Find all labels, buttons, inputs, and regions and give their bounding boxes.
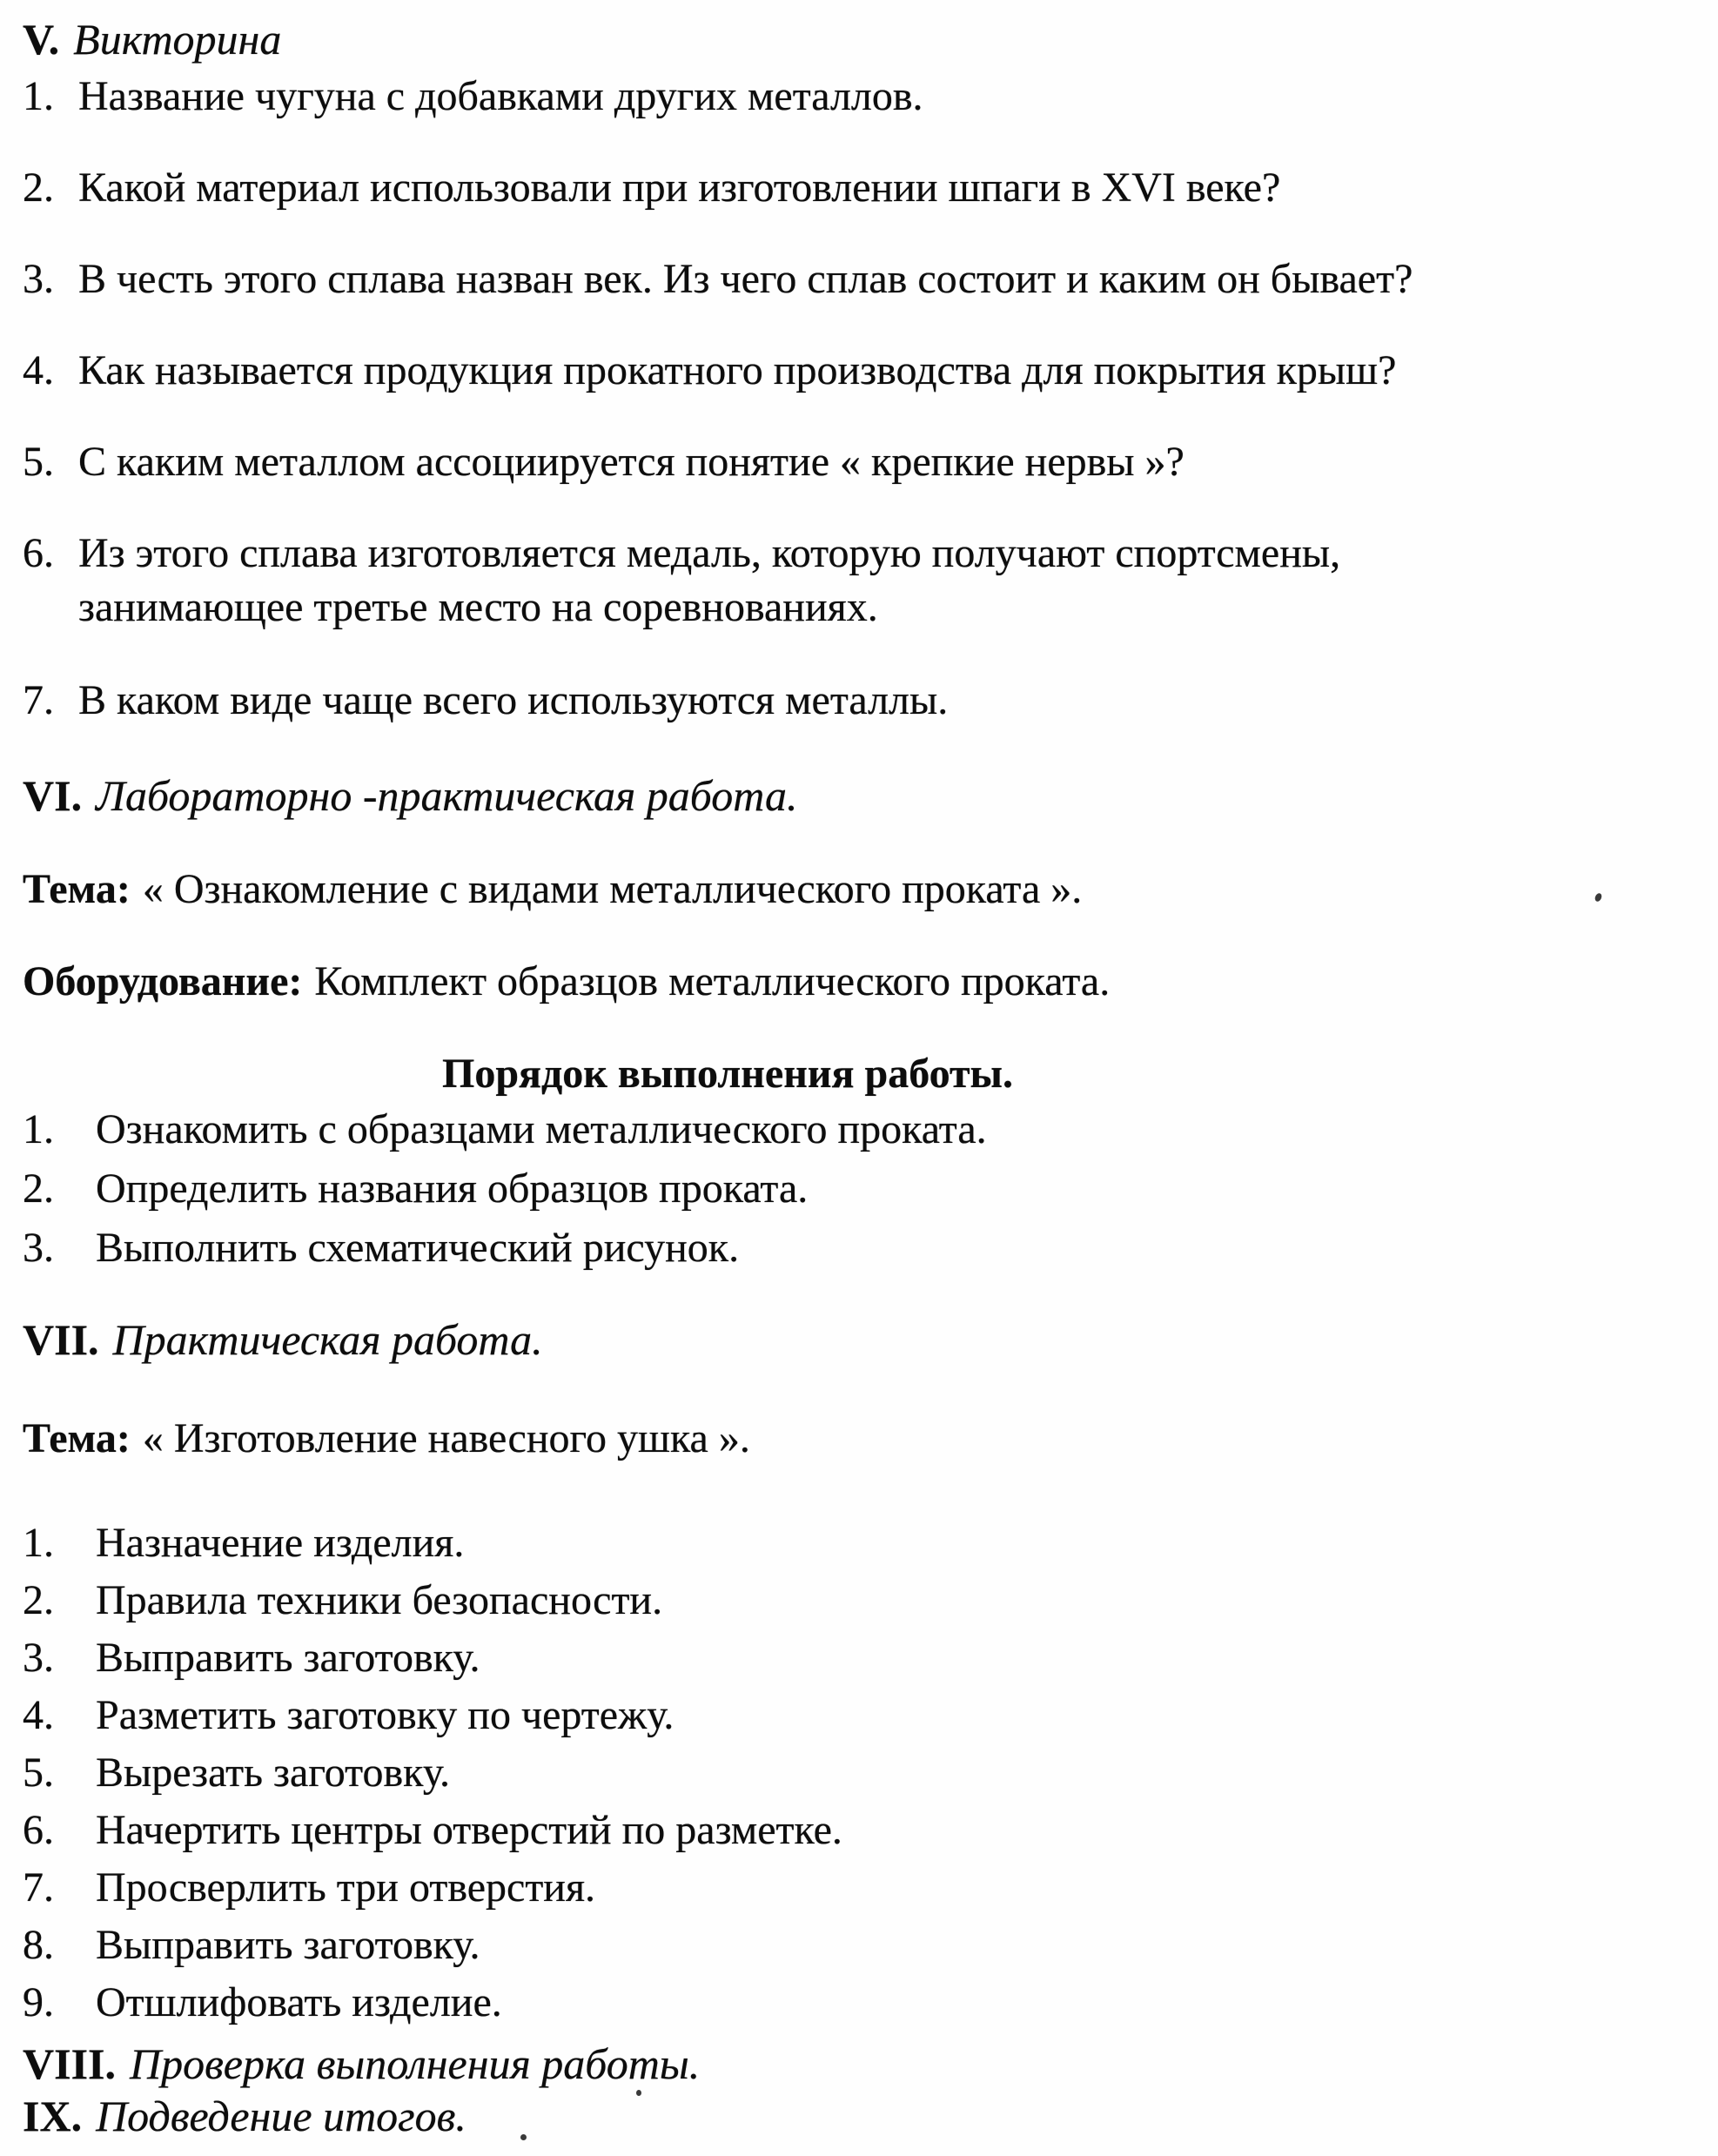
- quiz-item-text: [78, 527, 1340, 635]
- step-text: Правила техники безопасности.: [96, 1577, 663, 1623]
- practice-step-8: [23, 1917, 1709, 1974]
- step-number: 3.: [23, 1635, 54, 1681]
- section-ix-title: Подведение итогов.: [96, 2092, 466, 2140]
- quiz-item-text: Название чугуна с добавками других металлов.: [78, 73, 923, 119]
- practice-step-2: [23, 1572, 1709, 1629]
- lab-step-2: [23, 1160, 1709, 1218]
- scan-speck: [636, 2090, 641, 2096]
- practice-step-1: [23, 1515, 1709, 1572]
- quiz-item-2: [23, 161, 1709, 215]
- theme-label: Тема:: [23, 866, 131, 912]
- practice-step-7: [23, 1859, 1709, 1917]
- quiz-item-number: 5.: [23, 439, 54, 485]
- section-ix-numeral: IX.: [23, 2092, 83, 2140]
- quiz-item-text: С каким металлом ассоциируется понятие « крепкие нервы »?: [78, 439, 1184, 485]
- section-viii-numeral: VIII.: [23, 2039, 116, 2088]
- work-order-heading: Порядок выполнения работы.: [441, 1051, 1013, 1097]
- equipment-label: Оборудование:: [23, 958, 303, 1004]
- quiz-item-7: [23, 674, 1709, 728]
- practice-theme-text: « Изготовление навесного ушка ».: [142, 1415, 750, 1461]
- step-text: Выправить заготовку.: [96, 1922, 480, 1968]
- theme-label: Тема:: [23, 1415, 131, 1461]
- step-text: Ознакомить с образцами металлического проката.: [96, 1106, 987, 1152]
- section-vii-numeral: VII.: [23, 1315, 99, 1364]
- lab-theme-line: [23, 863, 1709, 917]
- step-number: 3.: [23, 1225, 54, 1271]
- step-text: Вырезать заготовку.: [96, 1750, 451, 1796]
- step-text: Просверлить три отверстия.: [96, 1864, 596, 1911]
- practice-step-4: [23, 1687, 1709, 1744]
- quiz-item-6-line-2: занимающее третье место на соревнованиях.: [78, 584, 878, 630]
- section-viii-heading: [23, 2038, 1709, 2089]
- quiz-item-number: 4.: [23, 347, 54, 393]
- step-number: 2.: [23, 1577, 54, 1623]
- step-number: 7.: [23, 1864, 54, 1911]
- section-vi-title: Лабораторно -практическая работа.: [96, 771, 798, 820]
- step-number: 2.: [23, 1165, 54, 1212]
- practice-step-6: [23, 1802, 1709, 1859]
- quiz-item-number: 2.: [23, 165, 54, 211]
- step-number: 5.: [23, 1750, 54, 1796]
- quiz-item-number: 6.: [23, 530, 54, 576]
- step-number: 4.: [23, 1692, 54, 1738]
- quiz-item-6: [23, 527, 1709, 635]
- section-vi-heading: [23, 769, 1709, 823]
- step-number: 9.: [23, 1979, 54, 2025]
- lab-steps-list: [23, 1101, 1709, 1277]
- quiz-item-1: [23, 70, 1709, 124]
- quiz-item-text: Как называется продукция прокатного производства для покрытия крыш?: [78, 347, 1397, 393]
- practice-theme-line: [23, 1412, 1709, 1466]
- quiz-item-3: [23, 252, 1709, 306]
- section-viii-title: Проверка выполнения работы.: [129, 2039, 701, 2088]
- lab-equipment-text: Комплект образцов металлического проката.: [314, 958, 1111, 1004]
- quiz-item-number: 3.: [23, 256, 54, 302]
- section-v-numeral: V.: [23, 15, 60, 64]
- quiz-item-number: 7.: [23, 677, 54, 723]
- quiz-item-text: В каком виде чаще всего используются металлы.: [78, 677, 949, 723]
- step-number: 6.: [23, 1807, 54, 1853]
- step-text: Начертить центры отверстий по разметке.: [96, 1807, 842, 1853]
- quiz-item-number: 1.: [23, 73, 54, 119]
- step-number: 8.: [23, 1922, 54, 1968]
- lab-step-3: [23, 1219, 1709, 1277]
- scan-speck: [520, 2134, 527, 2140]
- quiz-item-text: В честь этого сплава назван век. Из чего сплав состоит и каким он бывает?: [78, 256, 1413, 302]
- practice-step-9: [23, 1974, 1709, 2032]
- quiz-list: [23, 70, 1709, 728]
- step-number: 1.: [23, 1106, 54, 1152]
- section-v-heading: [23, 12, 1709, 66]
- step-text: Определить названия образцов проката.: [96, 1165, 809, 1212]
- lab-theme-text: « Ознакомление с видами металлического проката ».: [142, 866, 1083, 912]
- practice-step-3: [23, 1629, 1709, 1687]
- step-text: Разметить заготовку по чертежу.: [96, 1692, 674, 1738]
- step-text: Выправить заготовку.: [96, 1635, 480, 1681]
- quiz-item-4: [23, 344, 1709, 398]
- quiz-item-5: [23, 435, 1709, 489]
- section-v-title: Викторина: [73, 15, 282, 64]
- quiz-item-text: Какой материал использовали при изготовлении шпаги в XVI веке?: [78, 165, 1281, 211]
- practice-step-5: [23, 1744, 1709, 1802]
- quiz-item-6-line-1: Из этого сплава изготовляется медаль, которую получают спортсмены,: [78, 530, 1341, 576]
- step-number: 1.: [23, 1520, 54, 1566]
- lab-step-1: [23, 1101, 1709, 1159]
- section-vii-title: Практическая работа.: [112, 1315, 543, 1364]
- step-text: Отшлифовать изделие.: [96, 1979, 502, 2025]
- section-vii-heading: [23, 1313, 1709, 1367]
- section-ix-heading: [23, 2091, 1709, 2141]
- step-text: Выполнить схематический рисунок.: [96, 1225, 740, 1271]
- step-text: Назначение изделия.: [96, 1520, 465, 1566]
- section-vi-numeral: VI.: [23, 771, 83, 820]
- practice-steps-list: [23, 1515, 1709, 2032]
- lab-equipment-line: [23, 955, 1709, 1009]
